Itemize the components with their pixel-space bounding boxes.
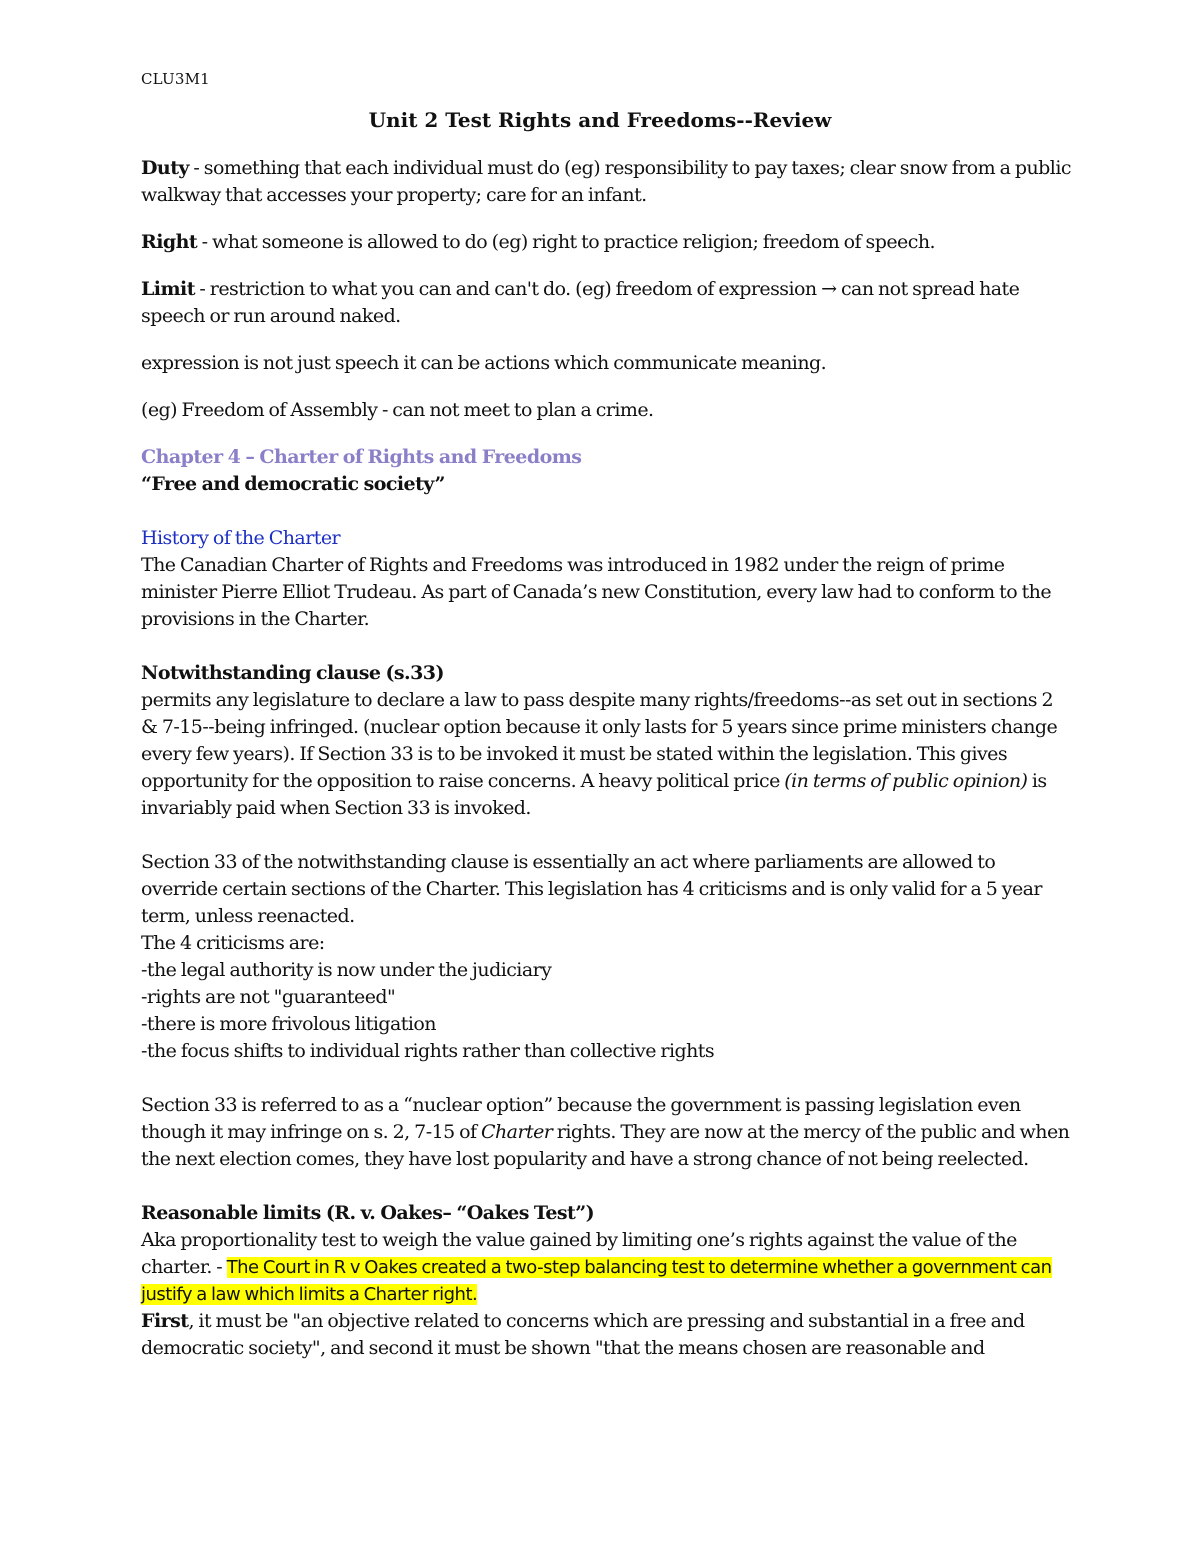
document-body <box>141 155 1071 1362</box>
course-code: CLU3M1 <box>141 70 210 88</box>
oakes-first <box>141 1308 1071 1362</box>
section33-intro: Section 33 of the notwithstanding clause is essentially an act where parliaments are allowed to override certain sections of the Charter. This legislation has 4 criticisms and is only valid for a 5 year term, unless reenacted. <box>141 851 1042 927</box>
note-assembly: (eg) Freedom of Assembly - can not meet to plan a crime. <box>141 399 654 421</box>
oakes-first-text: , it must be "an objective related to concerns which are pressing and substantial in a free and democratic society", and second it must be shown "that the means chosen are reasonable and <box>141 1310 1025 1359</box>
criticism-item: -rights are not "guaranteed" <box>141 986 396 1008</box>
oakes-heading-text: Reasonable limits (R. v. Oakes– “Oakes Test”) <box>141 1202 595 1224</box>
notwithstanding-text-main: permits any legislature to declare a law to pass despite many rights/freedoms--as set out in sections 2 & 7-15--being infringed. (nuclear option because it only lasts for 5 years since prime ministers change every few years). If Section 33 is to be invoked it must be stated within the legislation. This gives opportunity for the opposition to raise concerns. A heavy political price <box>141 689 1058 792</box>
note-expression: expression is not just speech it can be actions which communicate meaning. <box>141 352 827 374</box>
definition-right-text: - what someone is allowed to do (eg) right to practice religion; freedom of speech. <box>197 231 935 253</box>
chapter-subtitle <box>141 471 1071 498</box>
notwithstanding-text-end: is invariably paid when Section 33 is invoked. <box>141 770 1047 819</box>
term-duty: Duty <box>141 157 189 179</box>
criticism-item: -there is more frivolous litigation <box>141 1013 436 1035</box>
notwithstanding-heading <box>141 660 1071 687</box>
history-heading: History of the Charter <box>141 527 341 549</box>
nuclear-option-text <box>141 1092 1071 1173</box>
oakes-heading <box>141 1200 1071 1227</box>
definition-duty-text: - something that each individual must do (eg) responsibility to pay taxes; clear snow from a public walkway that accesses your property; care for an infant. <box>141 157 1071 206</box>
nuclear-text-main: Section 33 is referred to as a “nuclear option” because the government is passing legislation even though it may infringe on s. 2, 7-15 of <box>141 1094 1021 1143</box>
definition-limit <box>141 276 1071 330</box>
definition-limit-text: - restriction to what you can and can't do. (eg) freedom of expression → can not spread hate speech or run around naked. <box>141 278 1020 327</box>
document-title: Unit 2 Test Rights and Freedoms--Review <box>368 108 832 132</box>
definition-right <box>141 229 1071 256</box>
criticism-item: -the focus shifts to individual rights rather than collective rights <box>141 1040 715 1062</box>
chapter-subtitle-text: “Free and democratic society” <box>141 473 445 495</box>
history-text: The Canadian Charter of Rights and Freedoms was introduced in 1982 under the reign of prime minister Pierre Elliot Trudeau. As part of Canada’s new Constitution, every law had to conform to the provisions in the Charter. <box>141 554 1052 630</box>
notwithstanding-text <box>141 687 1071 822</box>
term-right: Right <box>141 231 198 253</box>
notwithstanding-italic: (in terms of public opinion) <box>784 770 1028 792</box>
nuclear-text-end: rights. They are now at the mercy of the public and when the next election comes, they have lost popularity and have a strong chance of not being reelected. <box>141 1121 1070 1170</box>
chapter-heading: Chapter 4 – Charter of Rights and Freedoms <box>141 446 582 468</box>
oakes-text <box>141 1227 1071 1308</box>
oakes-text-main: Aka proportionality test to weigh the value gained by limiting one’s rights against the value of the charter. - <box>141 1229 1017 1278</box>
oakes-first-term: First <box>141 1310 189 1332</box>
highlighted-text: The Court in R v Oakes created a two-step balancing test to determine whether a government can justify a law which limits a Charter right. <box>141 1257 1052 1305</box>
criticisms-heading: The 4 criticisms are: <box>141 932 325 954</box>
term-limit: Limit <box>141 278 195 300</box>
nuclear-italic: Charter <box>481 1121 553 1143</box>
definition-duty <box>141 155 1071 209</box>
notwithstanding-heading-text: Notwithstanding clause (s.33) <box>141 662 444 684</box>
criticism-item: -the legal authority is now under the judiciary <box>141 959 552 981</box>
